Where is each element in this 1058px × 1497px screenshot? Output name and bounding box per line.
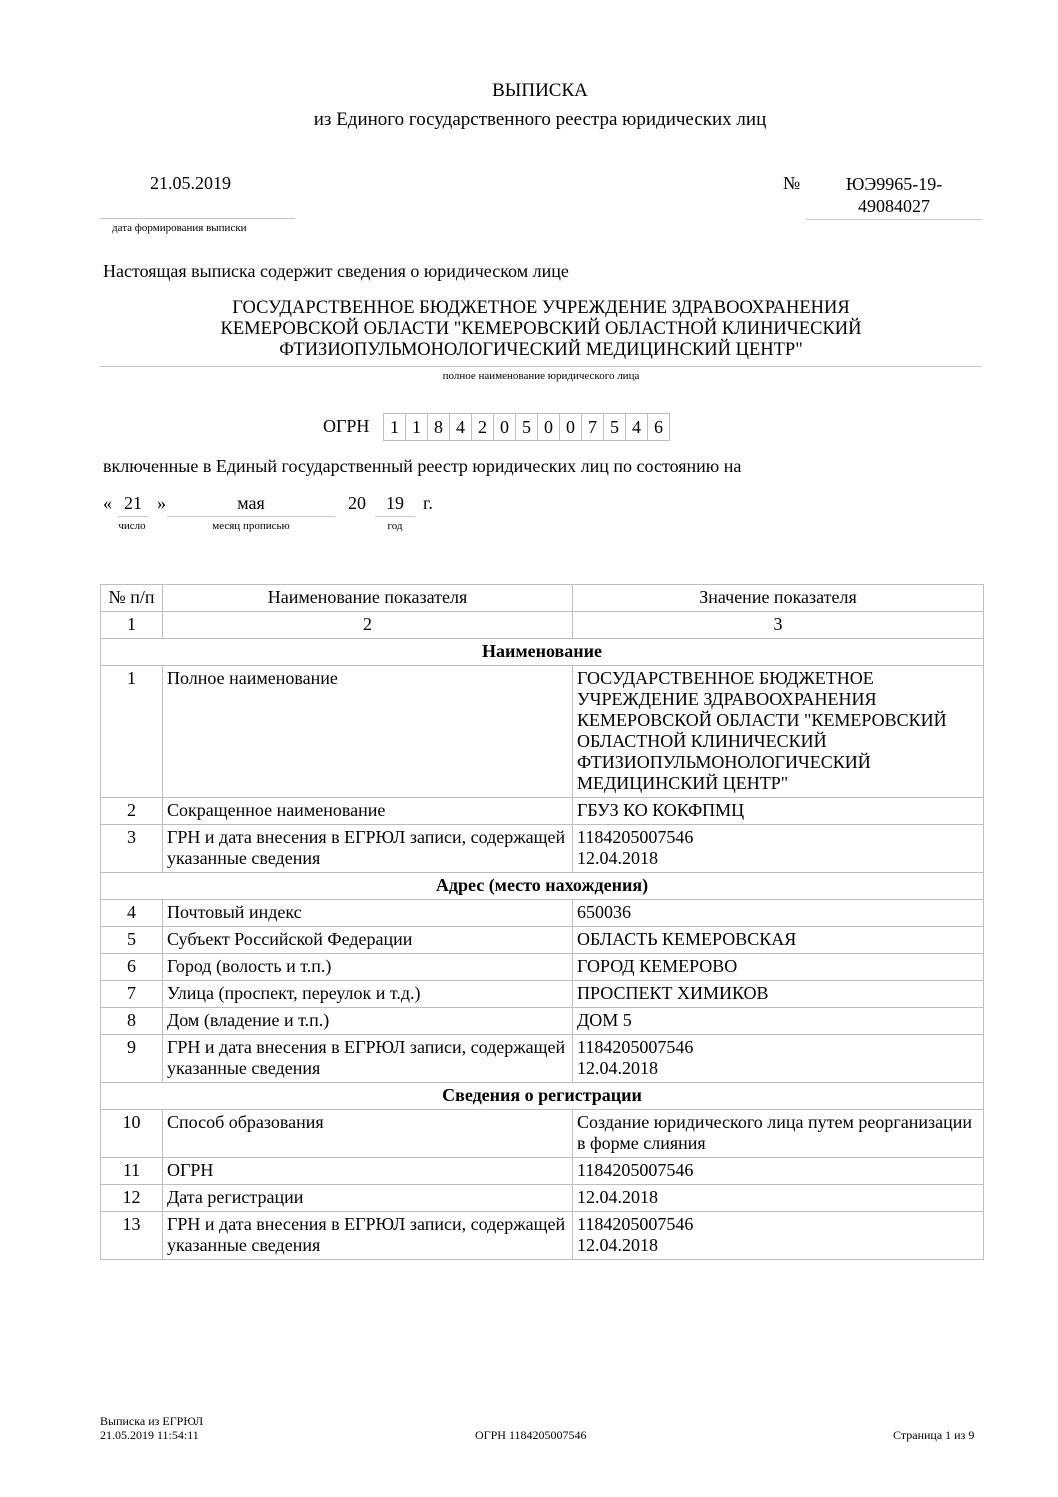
date-underline [100,218,295,219]
indicator-value: 1184205007546 12.04.2018 [573,1035,984,1083]
extract-number-line2: 49084027 [858,196,930,216]
table-row [101,1158,984,1185]
footer-ogrn: ОГРН 1184205007546 [475,1428,587,1442]
indicator-value: ГОСУДАРСТВЕННОЕ БЮДЖЕТНОЕ УЧРЕЖДЕНИЕ ЗДРАВООХРАНЕНИЯ КЕМЕРОВСКОЙ ОБЛАСТИ "КЕМЕРОВСКИЙ ОБЛАСТНОЙ КЛИНИЧЕСКИЙ ФТИЗИОПУЛЬМОНОЛОГИЧЕСКИЙ МЕДИЦИНСКИЙ ЦЕНТР" [573,666,984,798]
number-sign: № [783,173,801,193]
row-number: 1 [101,666,163,798]
colnum-cell: 3 [573,612,984,639]
state-day: 21 [124,493,142,513]
indicator-value: ГБУЗ КО КОКФПМЦ [573,798,984,825]
fullname-underline [100,366,982,367]
indicator-name: Дом (владение и т.п.) [163,1008,573,1035]
table-header-row [101,585,984,612]
document-subtitle: из Единого государственного реестра юридических лиц [313,109,767,130]
ogrn-digit: 0 [493,413,516,441]
indicator-value: 650036 [573,900,984,927]
table-row [101,954,984,981]
registry-table [100,584,984,1260]
row-number: 9 [101,1035,163,1083]
ogrn-digit: 1 [383,413,406,441]
extract-number-line1: ЮЭ9965-19- [845,174,943,194]
date-caption: дата формирования выписки [112,222,247,234]
month-caption: месяц прописью [212,520,290,532]
row-number: 3 [101,825,163,873]
indicator-name: Сокращенное наименование [163,798,573,825]
row-number: 4 [101,900,163,927]
intro-text: Настоящая выписка содержит сведения о юридическом лице [103,261,569,281]
row-number: 2 [101,798,163,825]
ogrn-digit: 4 [625,413,648,441]
ogrn-label: ОГРН [323,416,370,436]
table-row [101,981,984,1008]
document-title: ВЫПИСКА [492,80,588,101]
state-year: 19 [386,493,404,513]
indicator-name: Субъект Российской Федерации [163,927,573,954]
indicator-value: ДОМ 5 [573,1008,984,1035]
day-caption: число [118,520,146,532]
header-cell-number: № п/п [101,585,163,612]
indicator-value: ГОРОД КЕМЕРОВО [573,954,984,981]
indicator-name: ГРН и дата внесения в ЕГРЮЛ записи, содержащей указанные сведения [163,1035,573,1083]
state-month: мая [237,493,265,513]
indicator-value: ОБЛАСТЬ КЕМЕРОВСКАЯ [573,927,984,954]
year-caption: год [387,520,403,532]
ogrn-digit: 0 [537,413,560,441]
table-row [101,1008,984,1035]
entity-name-line3: ФТИЗИОПУЛЬМОНОЛОГИЧЕСКИЙ МЕДИЦИНСКИЙ ЦЕНТР" [279,340,803,360]
entity-full-name [100,298,982,361]
indicator-name: Полное наименование [163,666,573,798]
row-number: 12 [101,1185,163,1212]
extract-number [806,173,982,217]
section-title: Наименование [101,639,984,666]
table-colnum-row [101,612,984,639]
number-underline [806,219,982,220]
indicator-value: 1184205007546 12.04.2018 [573,825,984,873]
year-suffix: г. [423,493,433,513]
included-text: включенные в Единый государственный реестр юридических лиц по состоянию на [103,456,742,476]
section-row [101,873,984,900]
ogrn-digit-boxes [384,413,670,441]
ogrn-digit: 8 [427,413,450,441]
table-row [101,1035,984,1083]
date-close-quote: » [157,493,166,513]
day-underline [118,516,148,517]
row-number: 5 [101,927,163,954]
indicator-name: Улица (проспект, переулок и т.д.) [163,981,573,1008]
indicator-value: 1184205007546 12.04.2018 [573,1212,984,1260]
header-cell-name: Наименование показателя [163,585,573,612]
colnum-cell: 2 [163,612,573,639]
table-row [101,666,984,798]
ogrn-digit: 6 [647,413,670,441]
indicator-name: ОГРН [163,1158,573,1185]
row-number: 11 [101,1158,163,1185]
indicator-name: ГРН и дата внесения в ЕГРЮЛ записи, содержащей указанные сведения [163,825,573,873]
table-row [101,1185,984,1212]
row-number: 7 [101,981,163,1008]
formation-date: 21.05.2019 [150,173,231,193]
table-row [101,798,984,825]
entity-name-line1: ГОСУДАРСТВЕННОЕ БЮДЖЕТНОЕ УЧРЕЖДЕНИЕ ЗДРАВООХРАНЕНИЯ [232,298,850,318]
colnum-cell: 1 [101,612,163,639]
indicator-value: 12.04.2018 [573,1185,984,1212]
ogrn-digit: 2 [471,413,494,441]
entity-name-line2: КЕМЕРОВСКОЙ ОБЛАСТИ "КЕМЕРОВСКИЙ ОБЛАСТНОЙ КЛИНИЧЕСКИЙ [220,319,862,339]
row-number: 6 [101,954,163,981]
ogrn-digit: 4 [449,413,472,441]
indicator-value: ПРОСПЕКТ ХИМИКОВ [573,981,984,1008]
row-number: 13 [101,1212,163,1260]
indicator-name: Способ образования [163,1110,573,1158]
table-row [101,1110,984,1158]
fullname-caption: полное наименование юридического лица [442,370,640,382]
date-open-quote: « [103,493,112,513]
month-underline [167,516,335,517]
state-century: 20 [348,493,366,513]
year-underline [375,516,415,517]
footer-timestamp: 21.05.2019 11:54:11 [100,1428,199,1442]
indicator-value: 1184205007546 [573,1158,984,1185]
table-row [101,825,984,873]
ogrn-digit: 1 [405,413,428,441]
indicator-value: Создание юридического лица путем реорганизации в форме слияния [573,1110,984,1158]
section-row [101,1083,984,1110]
section-title: Сведения о регистрации [101,1083,984,1110]
table-row [101,1212,984,1260]
row-number: 10 [101,1110,163,1158]
indicator-name: Почтовый индекс [163,900,573,927]
indicator-name: Город (волость и т.п.) [163,954,573,981]
row-number: 8 [101,1008,163,1035]
ogrn-digit: 5 [515,413,538,441]
indicator-name: Дата регистрации [163,1185,573,1212]
table-row [101,927,984,954]
table-row [101,900,984,927]
footer-page-number: Страница 1 из 9 [893,1428,975,1442]
footer-doc-name: Выписка из ЕГРЮЛ [100,1414,204,1428]
ogrn-digit: 5 [603,413,626,441]
ogrn-digit: 0 [559,413,582,441]
indicator-name: ГРН и дата внесения в ЕГРЮЛ записи, содержащей указанные сведения [163,1212,573,1260]
ogrn-digit: 7 [581,413,604,441]
section-row [101,639,984,666]
section-title: Адрес (место нахождения) [101,873,984,900]
header-cell-value: Значение показателя [573,585,984,612]
